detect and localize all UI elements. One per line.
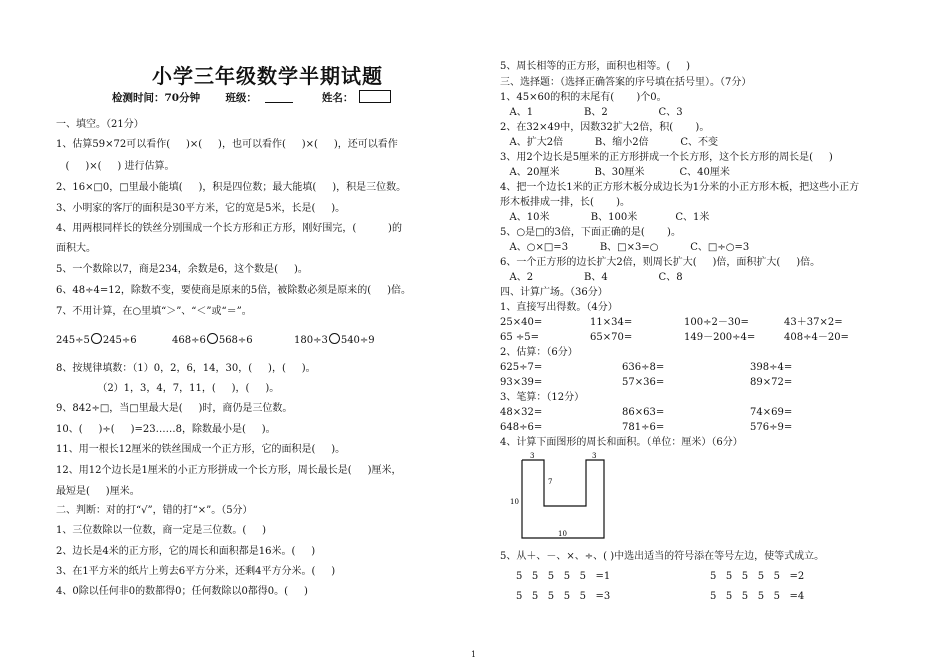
q3-2: 2、在32×49中，因数32扩大2倍，积( )。	[500, 122, 710, 133]
label-top-right: 3	[592, 452, 597, 460]
exam-page: 小学三年级数学半期试题 检测时间：70分钟 班级： 姓名： 一、填空。（21分） 1、估算59×72可以看作( )×( )，也可以看作( )×( )，还可以看作 ( )×( ) 进行估算。 2、16×□0，□里最小能填( )，积是四位数；最大能填( )，积是三位数。 3、小明家的客厅的面积是30平方米，它的宽是5米，长是( )。 4、用两根同样长的铁丝分别围成一个长方形和正方形，刚好围完，( )的 面积大。 5、一个数除以7，商是234，余数是6，这个数是( )。 6、48÷4=12，除数不变，要使商是原来的5倍，被除数必须是原来的( )倍。 7、不用计算，在○里填“＞”、“＜”或“＝”。 245÷5 245÷6 468÷6 568÷6 180÷3 540÷9 8、按规律填数：（1）0，2，6，14，30，( )，( )。 （2）1，3，4，7，11，( )，( )。 9、842÷□，当□里最大是( )时，商仍是三位数。 10、( )÷( )=23……8，除数最小是( )。 11、用一根长12厘米的铁丝围成一个正方形，它的面积是( )。 12、用12个边长是1厘米的小正方形拼成一个长方形，周长最长是( )厘米， 最短是( )厘米。 二、判断：对的打“√”，错的打“×”。（5分） 1、三位数除以一位数，商一定是三位数。( ) 2、边长是4米的正方形，它的周长和面积都是16米。( ) 3、在1平方米的纸片上剪去6平方分米，还剩4平方分米。( ) 4、0除以任何非0的数都得0；任何数除以0都得0。( ) 5、周长相等的正方形，面积也相等。( ) 三、选择题：（选择正确答案的序号填在括号里）。（7分） 1、45×60的积的末尾有( )个0。 A、1 B、2 C、3 2、在32×49中，因数32扩大2倍，积( )。 A、扩大2倍 B、缩小2倍 C、不变 3、用2个边长是5厘米的正方形拼成一个长方形，这个长方形的周长是( ) A、20厘米 B、30厘米 C、40厘米 4、把一个边长1米的正方形木板分成边长为1分米的小正方形木板，把这些小正方 形木板排成一排，长( )。 A、10米 B、100米 C、1米 5、○是□的3倍，下面正确的是( )。 A、○×□=3 B、□×3=○ C、□÷○=3 6、一个正方形的边长扩大2倍，则周长扩大( )倍，面积扩大( )倍。 A、2 B、4 C、8 四、计算广场。（36分） 1、直接写出得数。（4分） 25×40= 11×34= 100÷2－30= 43＋37×2= 65 ÷5= 65×70= 149－200÷4= 408÷4－20= 2、估算：（6分） 625÷7= 636÷8= 398÷4= 93×39= 57×36= 89×72= 3、笔算：（12分） 48×32= 86×63= 74×69= 648÷6= 781÷6= 576÷9= 4、计算下面图形的周长和面积。（单位：厘米）（6分） 3 3 7 10 10 5、从＋、－、×、÷、( )中选出适当的符号添在等号左边，使等式成立。 5 5 5 5 5 =1 5 5 5 5 5 =2 5 5 5 5 5 =3 5 5 5 5 5 =4 1	[56, 61, 860, 659]
q3-3: 3、用2个边长是5厘米的正方形拼成一个长方形，这个长方形的周长是( )	[500, 152, 833, 163]
q3-1-options: A、1 B、2 C、3	[500, 107, 683, 118]
compare-circle[interactable]	[207, 333, 218, 344]
q3-4-line1: 4、把一个边长1米的正方形木板分成边长为1分米的小正方形木板，把这些小正方	[500, 182, 860, 193]
compare-circle[interactable]	[91, 333, 102, 344]
class-label: 班级：	[225, 92, 257, 104]
q1-5: 5、一个数除以7，商是234，余数是6，这个数是( )。	[56, 264, 308, 275]
q1-3: 3、小明家的客厅的面积是30平方米，它的宽是5米，长是( )。	[56, 203, 346, 214]
compare-item: 180÷3 540÷9	[294, 335, 375, 346]
q3-5-options: A、○×□=3 B、□×3=○ C、□÷○=3	[500, 242, 750, 253]
q4-1-heading: 1、直接写出得数。（4分）	[500, 302, 618, 313]
page-title: 小学三年级数学半期试题	[152, 64, 383, 88]
section-3-heading: 三、选择题：（选择正确答案的序号填在括号里）。（7分）	[500, 77, 752, 88]
q5-row: 5 5 5 5 5 =4	[710, 591, 805, 602]
page-number: 1	[471, 650, 477, 659]
q3-6-options: A、2 B、4 C、8	[500, 272, 683, 283]
label-top-left: 3	[530, 452, 535, 460]
section-1-heading: 一、填空。（21分）	[56, 119, 144, 130]
q1-4-line2: 面积大。	[56, 243, 96, 254]
q3-1: 1、45×60的积的末尾有( )个0。	[500, 92, 667, 103]
compare-item: 468÷6 568÷6	[172, 335, 253, 346]
compare-item: 245÷5 245÷6	[56, 335, 137, 346]
q5-row: 5 5 5 5 5 =2	[710, 571, 805, 582]
q2-1: 1、三位数除以一位数，商一定是三位数。( )	[56, 525, 267, 536]
q1-12-line1: 12、用12个边长是1厘米的小正方形拼成一个长方形，周长最长是( )厘米，	[56, 465, 402, 476]
q3-3-options: A、20厘米 B、30厘米 C、40厘米	[500, 167, 730, 178]
q3-2-options: A、扩大2倍 B、缩小2倍 C、不变	[500, 137, 719, 148]
q5-row: 5 5 5 5 5 =3	[516, 591, 611, 602]
q1-9: 9、842÷□，当□里最大是( )时，商仍是三位数。	[56, 403, 293, 414]
q4-2-heading: 2、估算：（6分）	[500, 347, 578, 358]
q1-4-line1: 4、用两根同样长的铁丝分别围成一个长方形和正方形，刚好围完，( )的	[56, 223, 402, 234]
q4-3-heading: 3、笔算：（12分）	[500, 392, 585, 403]
label-side: 10	[510, 498, 519, 506]
q1-6: 6、48÷4=12，除数不变，要使商是原来的5倍，被除数必须是原来的( )倍。	[56, 285, 411, 296]
compare-circle[interactable]	[329, 333, 340, 344]
q3-5: 5、○是□的3倍，下面正确的是( )。	[500, 227, 681, 238]
q3-4-line2: 形木板排成一排，长( )。	[500, 197, 631, 208]
q4-4-heading: 4、计算下面图形的周长和面积。（单位：厘米）（6分）	[500, 437, 743, 448]
q1-2: 2、16×□0，□里最小能填( )，积是四位数；最大能填( )，积是三位数。	[56, 182, 407, 193]
q1-1-line1: 1、估算59×72可以看作( )×( )，也可以看作( )×( )，还可以看作	[56, 139, 398, 150]
q2-4: 4、0除以任何非0的数都得0；任何数除以0都得0。( )	[56, 586, 308, 597]
q2-2: 2、边长是4米的正方形，它的周长和面积都是16米。( )	[56, 546, 316, 557]
name-label: 姓名：	[321, 92, 354, 104]
q1-11: 11、用一根长12厘米的铁丝围成一个正方形，它的面积是( )。	[56, 444, 346, 455]
q1-8-2: （2）1，3，4，7，11，( )，( )。	[56, 383, 280, 394]
time-label: 检测时间：70分钟	[112, 92, 201, 104]
class-blank[interactable]	[265, 102, 293, 103]
q4-5-heading: 5、从＋、－、×、÷、( )中选出适当的符号添在等号左边，使等式成立。	[500, 551, 825, 562]
q3-6: 6、一个正方形的边长扩大2倍，则周长扩大( )倍，面积扩大( )倍。	[500, 257, 821, 268]
q1-8-1: 8、按规律填数：（1）0，2，6，14，30，( )，( )。	[56, 363, 316, 374]
name-box[interactable]	[359, 90, 391, 103]
label-inner: 7	[548, 478, 553, 486]
label-bottom: 10	[558, 530, 567, 538]
q3-4-options: A、10米 B、100米 C、1米	[500, 212, 710, 223]
q1-7: 7、不用计算，在○里填“＞”、“＜”或“＝”。	[56, 306, 252, 317]
u-shape-outline	[522, 460, 604, 538]
q2-5: 5、周长相等的正方形，面积也相等。( )	[500, 61, 691, 72]
q1-1-line2: ( )×( ) 进行估算。	[56, 161, 175, 172]
section-4-heading: 四、计算广场。（36分）	[500, 287, 608, 298]
exam-info	[112, 90, 391, 105]
u-shape-figure	[504, 448, 624, 544]
q2-3: 3、在1平方米的纸片上剪去6平方分米，还剩4平方分米。( )	[56, 566, 336, 577]
q1-12-line2: 最短是( )厘米。	[56, 486, 140, 497]
section-2-heading: 二、判断：对的打“√”，错的打“×”。（5分）	[56, 505, 253, 516]
q1-10: 10、( )÷( )=23……8，除数最小是( )。	[56, 424, 276, 435]
q5-row: 5 5 5 5 5 =1	[516, 571, 611, 582]
